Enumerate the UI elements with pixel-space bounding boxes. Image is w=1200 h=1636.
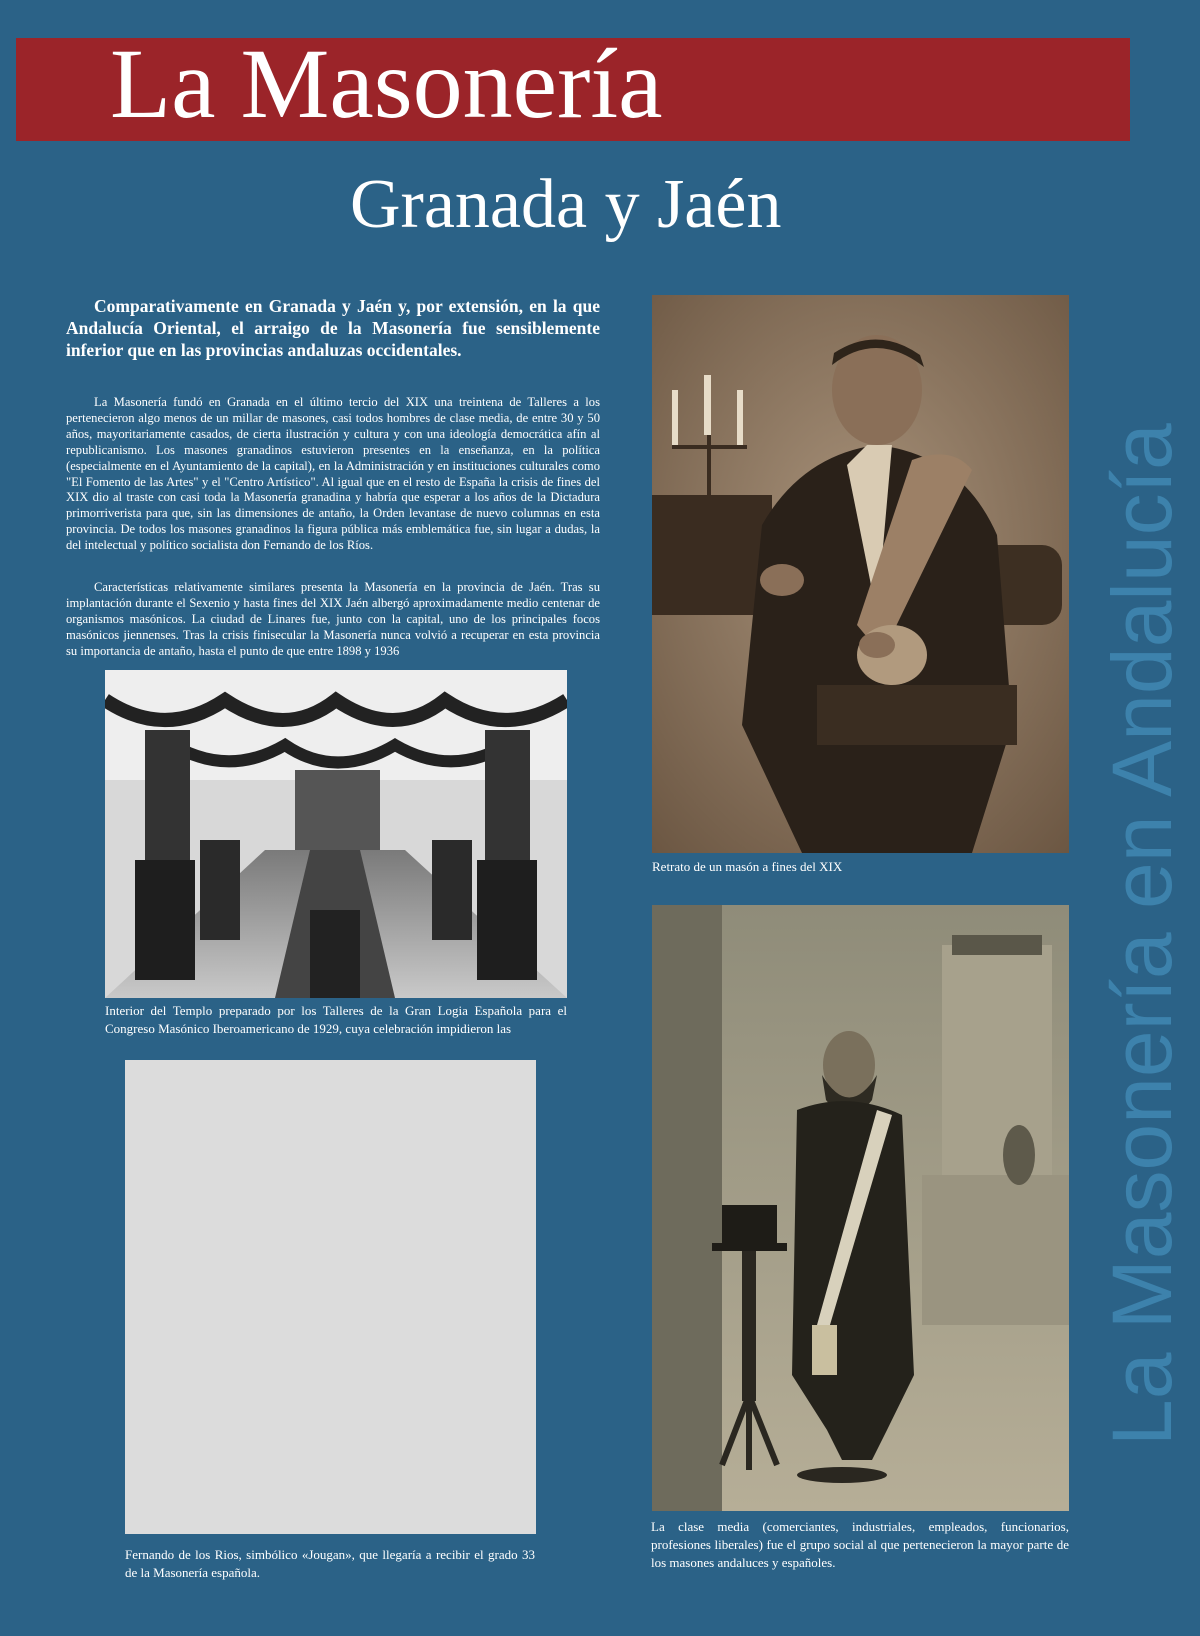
caption-seated-portrait: Retrato de un masón a fines del XIX (652, 859, 843, 874)
caption-fernando-de-los-rios: Fernando de los Rios, simbólico «Jougan», que llegaría a recibir el grado 33 de la Masonería española. (125, 1547, 535, 1580)
caption-middle-class: La clase media (comerciantes, industriales, empleados, funcionarios, profesiones liberales) fue el grupo social al que pertenecieron la mayor parte de los masones andaluces y españoles. (651, 1519, 1069, 1570)
page-subtitle: Granada y Jaén (350, 166, 782, 243)
seated-mason-portrait-photo (652, 295, 1069, 853)
intro-paragraph: Comparativamente en Granada y Jaén y, por extensión, en la que Andalucía Oriental, el arraigo de la Masonería fue sensiblemente inferior que en las provincias andaluzas occidentales. (66, 296, 600, 360)
temple-interior-photo (105, 670, 567, 998)
image-placeholder (125, 1060, 536, 1534)
vertical-side-title: La Masonería en Andalucía (1095, 423, 1189, 1446)
caption-temple-interior: Interior del Templo preparado por los Talleres de la Gran Logia Española para el Congreso Masónico Iberoamericano de 1929, cuya celebración impidieron las (105, 1003, 567, 1036)
body-paragraph-granada: La Masonería fundó en Granada en el último tercio del XIX una treintena de Talleres a los pertenecieron algo menos de un millar de masones, casi todos hombres de clase media, de entre 30 y 50 años, mayoritariamente casados, de cierta ilustración y cultura y con una ideología democrática afín al republicanismo. Los masones granadinos estuvieron presentes en la enseñanza, en la política (especialmente en el Ayuntamiento de la capital), en la Administración y en instituciones culturales como "El Fomento de las Artes" y el "Centro Artístico". Al igual que en el resto de España la crisis de fines del XIX dio al traste con casi toda la Masonería granadina y habría que esperar a los años de la Dictadura primorriverista para que, sin las dimensiones de antaño, la Orden levantase de nuevo columnas en esta provincia. De todos los masones granadinos la figura pública más emblemática fue, sin lugar a dudas, la del intelectual y político socialista don Fernando de los Ríos. (66, 395, 600, 553)
standing-mason-photo (652, 905, 1069, 1511)
body-paragraph-jaen: Características relativamente similares presenta la Masonería en la provincia de Jaén. Tras su implantación durante el Sexenio y hasta fines del XIX Jaén albergó aproximadamente medio centenar de organismos masónicos. La ciudad de Linares fue, junto con la capital, uno de los principales focos masónicos jiennenses. Tras la crisis finisecular la Masonería nunca volvió a recuperar en esta provincia su importancia de antaño, hasta el punto de que entre 1898 y 1936 (66, 580, 600, 658)
page-title: La Masonería (110, 28, 663, 139)
